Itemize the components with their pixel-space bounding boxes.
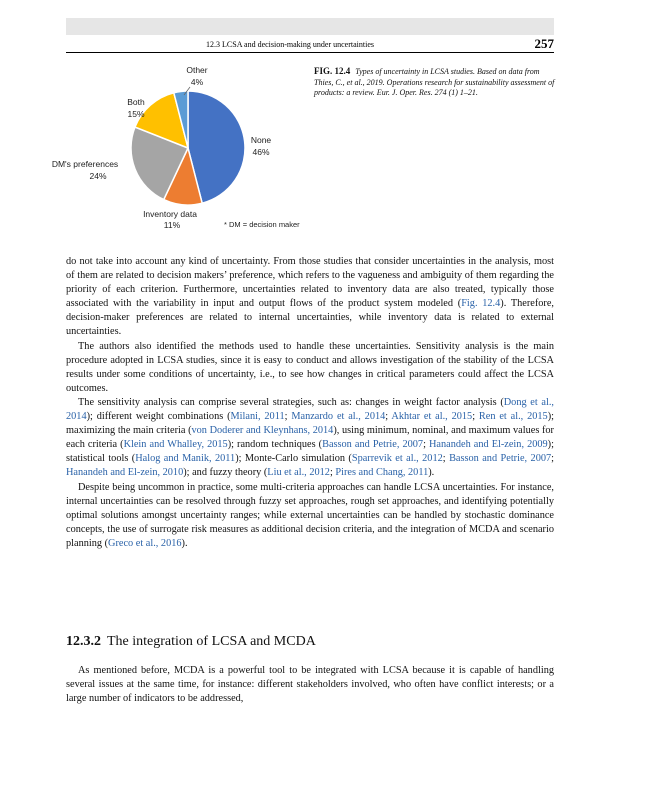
- text-run: ;: [472, 411, 479, 423]
- text-run: ;: [442, 453, 450, 465]
- citation-link[interactable]: Halog and Manik, 2011: [135, 453, 236, 465]
- page-number: 257: [534, 36, 554, 51]
- slice-pct-none: 46%: [252, 147, 270, 157]
- section-title: The integration of LCSA and MCDA: [107, 634, 316, 649]
- citation-link[interactable]: Basson and Petrie, 2007: [449, 453, 552, 465]
- paragraph: [66, 340, 554, 396]
- citation-link[interactable]: Milani, 2011: [230, 411, 285, 423]
- pie-slices: [131, 91, 245, 205]
- text-run: ); maximizing the main criteria (: [66, 411, 554, 437]
- slice-label-other: Other: [186, 65, 208, 75]
- citation-link[interactable]: Akhtar et al., 2015: [391, 411, 473, 423]
- citation-link[interactable]: Ren et al., 2015: [478, 411, 548, 423]
- figure-caption: [314, 66, 558, 99]
- citation-link[interactable]: Pires and Chang, 2011: [335, 467, 429, 479]
- text-run: As mentioned before, MCDA is a powerful tool to be integrated with LCSA because it is capable of handling several issues at the same time, for instance: different stakeholders involved, who often have conflict interests; or a large number of indicators to be addressed,: [66, 665, 554, 705]
- text-run: The sensitivity analysis can comprise several strategies, such as: changes in weight factor analysis (: [78, 396, 504, 408]
- text-run: ;: [551, 453, 555, 465]
- citation-link[interactable]: Basson and Petrie, 2007: [322, 439, 424, 451]
- text-run: ;: [423, 439, 429, 451]
- text-run: ), using minimum, nominal, and maximum values for each criteria (: [66, 425, 554, 451]
- citation-link[interactable]: Klein and Whalley, 2015: [123, 439, 228, 451]
- text-run: ;: [329, 467, 336, 479]
- paragraph: [66, 481, 554, 551]
- slice-pct-inventory-data: 11%: [163, 220, 181, 230]
- section-heading: [66, 634, 554, 650]
- figure-label: FIG. 12.4: [314, 66, 351, 76]
- text-run: ); and fuzzy theory (: [183, 467, 268, 479]
- text-run: ); Monte-Carlo simulation (: [235, 453, 352, 465]
- header-rule: [66, 52, 554, 53]
- citation-link[interactable]: Hanandeh and El-zein, 2010: [66, 467, 184, 479]
- citation-link[interactable]: Greco et al., 2016: [108, 537, 182, 549]
- chart-footnote: * DM = decision maker: [224, 220, 300, 229]
- text-run: ). Therefore, decision-maker preferences are related to internal uncertainties, while inventory data is related to external uncertainties.: [66, 298, 554, 338]
- running-head: 12.3 LCSA and decision-making under uncertainties: [206, 40, 374, 49]
- citation-link[interactable]: von Doderer and Kleynhans, 2014: [191, 425, 334, 437]
- paragraph: [66, 255, 554, 340]
- text-run: ); statistical tools (: [66, 439, 554, 465]
- slice-pct-dm-preferences: 24%: [89, 171, 107, 181]
- citation-link[interactable]: Hanandeh and El-zein, 2009: [428, 439, 548, 451]
- paragraph: [66, 664, 554, 706]
- text-run: do not take into account any kind of uncertainty. From those studies that consider uncertainties in the analysis, most of them are related to decision makers’ preference, which refers to the vagueness and ambiguity of them regarding the priority of each criterion. Furthermore, uncertainties related to inventory data are also treated, typically those associated with the variability in input and output flows of the product system modeled (: [66, 256, 554, 310]
- top-band: [66, 18, 554, 35]
- figure-caption-text: Types of uncertainty in LCSA studies. Based on data from Thies, C., et al., 2019. Operations research for sustainability assessment of products: a review. Eur. J. Oper. Res. 274 (1) 1–21.: [314, 67, 555, 98]
- text-run: ); random techniques (: [227, 439, 323, 451]
- citation-link[interactable]: Dong et al., 2014: [66, 396, 554, 423]
- slice-label-inventory-data: Inventory data: [143, 209, 197, 219]
- slice-pct-both: 15%: [127, 109, 145, 119]
- citation-link[interactable]: Liu et al., 2012: [267, 467, 330, 479]
- slice-pct-other: 4%: [190, 77, 204, 87]
- pie-chart: [30, 58, 320, 238]
- text-run: ).: [428, 467, 435, 479]
- slice-label-dm-preferences: DM's preferences: [51, 159, 119, 169]
- citation-link[interactable]: Fig. 12.4: [461, 298, 501, 310]
- slice-label-both: Both: [127, 97, 145, 107]
- text-run: ;: [385, 411, 392, 423]
- text-run: The authors also identified the methods used to handle these uncertainties. Sensitivity analysis is the main procedure adopted in LCSA studies, since it is easy to conduct and allows investigation of the stability of the LCSA results under some conditions of uncertainty, i.e., to see how changes in critical parameters could affect the LCSA outcomes.: [66, 340, 554, 394]
- slice-label-none: None: [250, 135, 272, 145]
- body-text: [66, 255, 554, 551]
- paragraph: [66, 396, 554, 481]
- text-run: Despite being uncommon in practice, some multi-criteria approaches can handle LCSA uncertainties. For instance, internal uncertainties can be resolved through fuzzy set approaches, rough set approaches, and identifying potentially optimal solutions amongst uncertainty ranges; while external uncertainties can be handled by stochastic dominance concepts, the use of surrogate risk measures as additional decision criteria, and the integration of MCDA and scenario planning (: [66, 481, 554, 549]
- text-run: ).: [181, 537, 188, 549]
- text-run: ); different weight combinations (: [86, 411, 231, 423]
- citation-link[interactable]: Manzardo et al., 2014: [291, 411, 386, 423]
- citation-link[interactable]: Sparrevik et al., 2012: [351, 453, 443, 465]
- section-number: 12.3.2: [66, 634, 101, 649]
- body-text-section: [66, 664, 554, 706]
- text-run: ;: [284, 411, 292, 423]
